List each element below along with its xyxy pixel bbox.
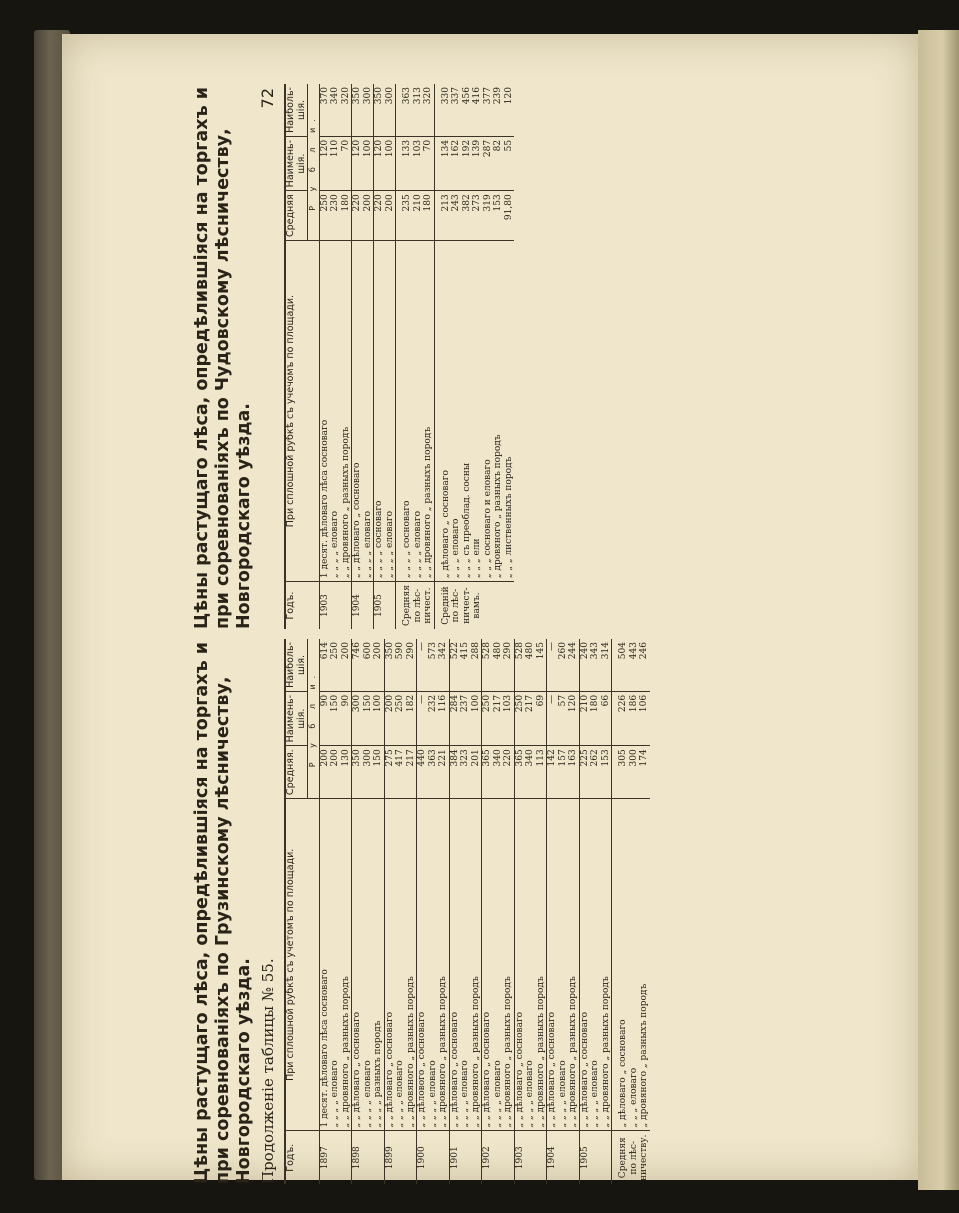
col-desc-header: При сплошной рубкѣ съ учечомъ по площади. xyxy=(285,241,319,582)
table-row xyxy=(352,84,363,629)
row-max: 244 xyxy=(568,642,578,660)
row-description: „ „ „ „ еловаго xyxy=(330,799,341,1131)
row-description: „ „ дровяного „ разныхъ породъ xyxy=(341,241,352,582)
table-row xyxy=(417,639,428,1184)
row-avg: 153 xyxy=(601,746,612,799)
row-description: „ „ „ еловаго xyxy=(451,241,462,582)
table-row xyxy=(590,639,601,1184)
col-max-header: Наиболь-шія. xyxy=(285,84,308,136)
row-description: „ „ „ „ еловаго xyxy=(493,799,504,1131)
row-year: 1903 xyxy=(514,1131,525,1184)
col-desc-header: При сплошной рубкѣ съ учетомъ по площади. xyxy=(285,799,319,1131)
table-row xyxy=(384,639,395,1184)
table-row xyxy=(460,639,471,1184)
row-min: 66 xyxy=(601,691,612,745)
col-min-header: Наимень-шія. xyxy=(285,136,308,190)
row-avg: 163 xyxy=(568,746,579,799)
table-row xyxy=(341,639,352,1184)
row-min: 70 xyxy=(423,136,434,190)
row-max: 456 xyxy=(461,87,472,105)
row-max: 528 xyxy=(514,639,525,691)
table-row xyxy=(406,639,417,1184)
row-description: „ дѣловаго „ сосноваго xyxy=(612,799,629,1131)
row-description: 1 десят. дѣловаго лѣса сосноваго xyxy=(319,241,330,582)
row-description: „ „ „ „ еловаго xyxy=(395,799,406,1131)
table-row xyxy=(438,639,449,1184)
row-year xyxy=(568,1131,579,1184)
row-description: „ „ дѣловаго „ сосноваго xyxy=(352,241,363,582)
row-description: „ „ „ „ сосноваго xyxy=(374,241,385,582)
row-description: „ „ „ „ разныхъ породъ xyxy=(373,799,384,1131)
table-row xyxy=(374,84,385,629)
row-max: 480 xyxy=(492,642,503,660)
row-max: 600 xyxy=(362,642,373,660)
row-max: 314 xyxy=(600,642,611,660)
row-avg: 275 xyxy=(384,746,395,799)
row-max: 239 xyxy=(493,87,503,105)
table-row xyxy=(462,84,473,629)
row-max: 300 xyxy=(384,87,395,105)
right-table xyxy=(284,84,514,629)
row-min: 55 xyxy=(504,136,515,190)
row-avg: 262 xyxy=(590,746,601,799)
row-avg: 319 xyxy=(483,191,494,241)
row-description: „ „ дѣлового „ сосноваго xyxy=(417,799,428,1131)
row-description: „ „ дѣловаго „ сосноваго xyxy=(579,799,590,1131)
row-year xyxy=(536,1131,547,1184)
row-max: 330 xyxy=(434,84,451,136)
row-avg: 273 xyxy=(472,191,483,241)
row-max: 313 xyxy=(412,87,423,105)
row-min: 162 xyxy=(451,136,462,190)
row-max: 320 xyxy=(340,87,351,105)
row-avg: 180 xyxy=(341,191,352,241)
table-row xyxy=(330,84,341,629)
table-row xyxy=(395,639,406,1184)
row-description: „ „ „ лиственныхъ породъ xyxy=(504,241,515,582)
row-min: 120 xyxy=(568,691,579,745)
row-min: 103 xyxy=(413,136,424,190)
row-avg: 153 xyxy=(493,191,504,241)
row-avg: 384 xyxy=(449,746,460,799)
row-max: 614 xyxy=(319,639,330,691)
table-row xyxy=(385,84,396,629)
row-year xyxy=(503,1131,514,1184)
left-subtitle: Продолженіе таблицы № 55. xyxy=(259,958,277,1184)
row-min: 284 xyxy=(449,691,460,745)
table-row xyxy=(352,639,363,1184)
row-description: „ „ дровяного „ разныхъ породъ xyxy=(601,799,612,1131)
row-min: 250 xyxy=(482,691,493,745)
row-avg: 300 xyxy=(363,746,374,799)
group-label: Средняя по лѣс-ничеству. xyxy=(612,1131,650,1184)
row-avg: 365 xyxy=(482,746,493,799)
row-year xyxy=(438,1131,449,1184)
table-row xyxy=(558,639,569,1184)
table-row xyxy=(319,84,330,629)
row-min: 69 xyxy=(536,691,547,745)
row-avg: 243 xyxy=(451,191,462,241)
row-description: „ „ дровяного „ разныхъ породъ xyxy=(406,799,417,1131)
row-description: 1 десят. дѣловаго лѣса сосноваго xyxy=(319,799,330,1131)
row-min: 182 xyxy=(406,691,417,745)
table-row xyxy=(514,639,525,1184)
row-avg: 217 xyxy=(406,746,417,799)
row-min: 250 xyxy=(514,691,525,745)
row-year xyxy=(558,1131,569,1184)
row-min: 70 xyxy=(341,136,352,190)
unit-header: Р у б л и. xyxy=(308,84,320,241)
right-section xyxy=(192,84,912,629)
row-max: 290 xyxy=(503,642,513,660)
row-description: „ „ „ „ еловаго xyxy=(363,799,374,1131)
row-min: 232 xyxy=(428,691,439,745)
row-min: 139 xyxy=(472,136,483,190)
row-avg: 350 xyxy=(352,746,363,799)
row-year: 1899 xyxy=(384,1131,395,1184)
row-year: 1905 xyxy=(374,582,385,629)
table-row xyxy=(451,84,462,629)
row-avg: 174 xyxy=(639,746,650,799)
row-min: 180 xyxy=(590,691,601,745)
row-max: 528 xyxy=(482,639,493,691)
row-min: 110 xyxy=(330,136,341,190)
row-avg: 365 xyxy=(514,746,525,799)
row-min: 237 xyxy=(460,691,471,745)
left-title: Цѣны растущаго лѣса, опредѣлившіяся на торгахъ и при соревнованіяхъ по Грузинскому лѣсничеству, Новгородскаго уѣзда. xyxy=(192,641,254,1184)
row-description: „ „ „ „ еловаго xyxy=(330,241,341,582)
col-avg-header: Средняя. xyxy=(285,746,308,799)
row-year: 1904 xyxy=(547,1131,558,1184)
row-min: 100 xyxy=(373,691,384,745)
row-description: „ „ „ „ сосноваго xyxy=(396,241,413,582)
row-avg: 130 xyxy=(341,746,352,799)
row-description: „ „ дровяного „ разныхъ породъ xyxy=(536,799,547,1131)
row-description: „ „ „ „ еловаго xyxy=(413,241,424,582)
row-max: 250 xyxy=(330,642,340,660)
table-row xyxy=(319,639,330,1184)
row-max: 416 xyxy=(472,87,482,105)
row-min: 120 xyxy=(374,136,385,190)
table-row xyxy=(341,84,352,629)
table-row xyxy=(449,639,460,1184)
row-year xyxy=(406,1131,417,1184)
row-max: 573 xyxy=(427,642,438,660)
row-min: 210 xyxy=(579,691,590,745)
right-title: Цѣны растущаго лѣса, опредѣлившіяся на торгахъ и при соревнованіяхъ по Чудовскому лѣсничеству, Новгородскаго уѣзда. xyxy=(192,86,254,629)
row-max: 343 xyxy=(590,642,600,660)
table-row xyxy=(639,639,650,1184)
rotated-content xyxy=(192,84,912,1184)
row-avg: 221 xyxy=(438,746,449,799)
row-max: 377 xyxy=(482,87,493,105)
row-max: 340 xyxy=(330,87,340,105)
row-min: 120 xyxy=(352,136,363,190)
book-page xyxy=(62,34,918,1184)
row-description: „ „ „ еловаго xyxy=(629,799,640,1131)
row-year xyxy=(493,1131,504,1184)
row-year xyxy=(590,1131,601,1184)
row-min: — xyxy=(547,691,558,745)
row-min: 192 xyxy=(462,136,473,190)
row-min: 250 xyxy=(395,691,406,745)
row-avg: 113 xyxy=(536,746,547,799)
table-row xyxy=(568,639,579,1184)
col-min-header: Наимень-шія. xyxy=(285,691,308,745)
row-min: 217 xyxy=(525,691,536,745)
row-max: 522 xyxy=(449,639,460,691)
row-description: „ „ дровяного „ разныхъ породъ xyxy=(471,799,482,1131)
row-description: „ „ „ „ еловаго xyxy=(385,241,396,582)
table-row xyxy=(363,84,374,629)
row-avg: 417 xyxy=(395,746,406,799)
row-min: 100 xyxy=(363,136,374,190)
row-min: 150 xyxy=(330,691,341,745)
table-row xyxy=(493,639,504,1184)
row-description: „ „ „ ели xyxy=(472,241,483,582)
row-min: 150 xyxy=(363,691,374,745)
row-min: 90 xyxy=(341,691,352,745)
row-year xyxy=(373,1131,384,1184)
row-year xyxy=(601,1131,612,1184)
row-year xyxy=(363,1131,374,1184)
row-description: „ „ дѣловаго „ сосноваго xyxy=(449,799,460,1131)
row-year xyxy=(330,582,341,629)
row-avg: 230 xyxy=(330,191,341,241)
row-description: „ дровяного „ разныхъ породъ xyxy=(639,799,650,1131)
table-row xyxy=(579,639,590,1184)
row-min: 217 xyxy=(493,691,504,745)
table-row xyxy=(503,639,514,1184)
table-row xyxy=(504,84,515,629)
row-description: „ „ „ „ еловаго xyxy=(558,799,569,1131)
row-avg: 235 xyxy=(396,191,413,241)
row-max: 590 xyxy=(395,642,405,660)
row-max: 443 xyxy=(628,642,639,660)
row-min: 106 xyxy=(639,691,650,745)
row-description: „ „ „ „ еловаго xyxy=(428,799,439,1131)
row-description: „ „ дѣловаго „ сосноваго xyxy=(384,799,395,1131)
table-row xyxy=(330,639,341,1184)
row-avg: 323 xyxy=(460,746,471,799)
table-row xyxy=(536,639,547,1184)
row-description: „ „ „ сосноваго и еловаго xyxy=(483,241,494,582)
row-max: 246 xyxy=(639,642,649,660)
row-max: 200 xyxy=(340,642,351,660)
col-year-header: Годъ. xyxy=(285,582,319,629)
row-description: „ „ дровяного „ разныхъ породъ xyxy=(438,799,449,1131)
row-min: 103 xyxy=(503,691,514,745)
row-avg: 150 xyxy=(373,746,384,799)
col-max-header: Наиболь-шія. xyxy=(285,639,308,691)
row-min: 226 xyxy=(612,691,629,745)
row-description: „ „ дровяного „ разныхъ породъ xyxy=(341,799,352,1131)
row-year: 1903 xyxy=(319,582,330,629)
row-max: 300 xyxy=(362,87,373,105)
table-row xyxy=(373,639,384,1184)
row-min: 134 xyxy=(434,136,451,190)
row-year: 1902 xyxy=(482,1131,493,1184)
row-min: 133 xyxy=(396,136,413,190)
unit-header: Р у б л и. xyxy=(308,639,320,799)
row-max: 370 xyxy=(319,84,330,136)
row-year: 1897 xyxy=(319,1131,330,1184)
row-avg: 200 xyxy=(385,191,396,241)
row-avg: 200 xyxy=(330,746,341,799)
group-label: Средняя по лѣс-ничест. xyxy=(396,582,435,629)
row-description: „ „ дѣловаго „ сосноваго xyxy=(547,799,558,1131)
row-description: „ „ „ „ еловаго xyxy=(363,241,374,582)
table-row xyxy=(428,639,439,1184)
row-year: 1900 xyxy=(417,1131,428,1184)
row-description: „ „ дровяного „ разныхъ породъ xyxy=(423,241,434,582)
row-avg: 180 xyxy=(423,191,434,241)
row-min: 300 xyxy=(352,691,363,745)
row-max: 350 xyxy=(374,84,385,136)
col-avg-header: Средняя xyxy=(285,191,308,241)
row-avg: 220 xyxy=(352,191,363,241)
table-row xyxy=(525,639,536,1184)
row-year xyxy=(395,1131,406,1184)
row-description: „ дровяного „ разныхъ породъ xyxy=(493,241,504,582)
left-section xyxy=(192,639,912,1184)
row-max: 200 xyxy=(373,642,383,660)
row-avg: 250 xyxy=(319,191,330,241)
next-page-edge xyxy=(918,30,959,1190)
row-max: 480 xyxy=(525,642,535,660)
row-min: 100 xyxy=(471,691,482,745)
row-avg: 340 xyxy=(493,746,504,799)
row-max: 240 xyxy=(579,639,590,691)
row-max: 337 xyxy=(451,87,461,105)
row-min: 57 xyxy=(558,691,569,745)
row-avg: 200 xyxy=(319,746,330,799)
row-max: 342 xyxy=(438,642,448,660)
row-avg: 210 xyxy=(413,191,424,241)
row-description: „ „ дѣловаго „ сосноваго xyxy=(482,799,493,1131)
row-avg: 440 xyxy=(417,746,428,799)
table-row xyxy=(482,639,493,1184)
table-row xyxy=(547,639,558,1184)
row-max: 145 xyxy=(535,642,546,660)
row-year: 1901 xyxy=(449,1131,460,1184)
row-year xyxy=(330,1131,341,1184)
row-min: 200 xyxy=(384,691,395,745)
table-row xyxy=(612,639,629,1184)
row-description: „ „ дровяного „ разныхъ породъ xyxy=(503,799,514,1131)
row-avg: 225 xyxy=(579,746,590,799)
row-description: „ „ дѣловаго „ сосноваго xyxy=(352,799,363,1131)
table-row xyxy=(471,639,482,1184)
row-avg: 91,80 xyxy=(504,191,515,241)
row-avg: 200 xyxy=(363,191,374,241)
row-avg: 220 xyxy=(503,746,514,799)
row-max: 320 xyxy=(423,87,433,105)
row-min: 82 xyxy=(493,136,504,190)
row-max: 288 xyxy=(470,642,481,660)
row-max: 350 xyxy=(384,639,395,691)
page-number: 72 xyxy=(258,88,277,109)
row-min: 100 xyxy=(385,136,396,190)
row-avg: 213 xyxy=(434,191,451,241)
row-avg: 201 xyxy=(471,746,482,799)
row-max: 504 xyxy=(612,639,629,691)
row-year xyxy=(341,582,352,629)
row-max: 290 xyxy=(405,642,416,660)
row-year xyxy=(471,1131,482,1184)
row-description: „ „ „ „ еловаго xyxy=(525,799,536,1131)
row-year xyxy=(460,1131,471,1184)
table-row xyxy=(493,84,504,629)
table-row xyxy=(629,639,640,1184)
table-row xyxy=(483,84,494,629)
row-avg: 363 xyxy=(428,746,439,799)
row-avg: 300 xyxy=(629,746,640,799)
group-label: Средній по лѣс-ничест-вамъ. xyxy=(434,582,514,629)
row-year xyxy=(428,1131,439,1184)
row-avg: 382 xyxy=(462,191,473,241)
row-max: 363 xyxy=(396,84,413,136)
row-avg: 305 xyxy=(612,746,629,799)
row-year xyxy=(525,1131,536,1184)
table-row xyxy=(363,639,374,1184)
table-row xyxy=(423,84,434,629)
row-max: — xyxy=(417,639,428,691)
row-year: 1905 xyxy=(579,1131,590,1184)
row-min: 116 xyxy=(438,691,449,745)
row-min: 120 xyxy=(319,136,330,190)
row-min: — xyxy=(417,691,428,745)
row-year: 1904 xyxy=(352,582,363,629)
row-avg: 142 xyxy=(547,746,558,799)
table-row xyxy=(472,84,483,629)
table-row xyxy=(601,639,612,1184)
row-max: 746 xyxy=(352,639,363,691)
row-max: 415 xyxy=(460,642,470,660)
row-description: „ „ „ „ еловаго xyxy=(460,799,471,1131)
row-min: 186 xyxy=(629,691,640,745)
left-table xyxy=(284,639,650,1184)
row-description: „ „ „ „ еловаго xyxy=(590,799,601,1131)
row-min: 287 xyxy=(483,136,494,190)
row-max: 350 xyxy=(352,84,363,136)
row-avg: 340 xyxy=(525,746,536,799)
row-description: „ „ „ съ преоблад. сосны xyxy=(462,241,473,582)
row-max: — xyxy=(547,639,558,691)
row-max: 120 xyxy=(503,87,514,105)
table-row xyxy=(396,84,413,629)
col-year-header: Годъ. xyxy=(285,1131,319,1184)
row-max: 260 xyxy=(557,642,568,660)
table-row xyxy=(434,84,451,629)
row-avg: 157 xyxy=(558,746,569,799)
row-year xyxy=(341,1131,352,1184)
row-min: 90 xyxy=(319,691,330,745)
row-avg: 220 xyxy=(374,191,385,241)
table-row xyxy=(413,84,424,629)
row-year xyxy=(385,582,396,629)
row-description: „ „ дровяного „ разныхъ породъ xyxy=(568,799,579,1131)
row-description: „ „ дѣловаго „ сосноваго xyxy=(514,799,525,1131)
row-year xyxy=(363,582,374,629)
row-year: 1898 xyxy=(352,1131,363,1184)
row-description: „ дѣловаго „ сосноваго xyxy=(434,241,451,582)
